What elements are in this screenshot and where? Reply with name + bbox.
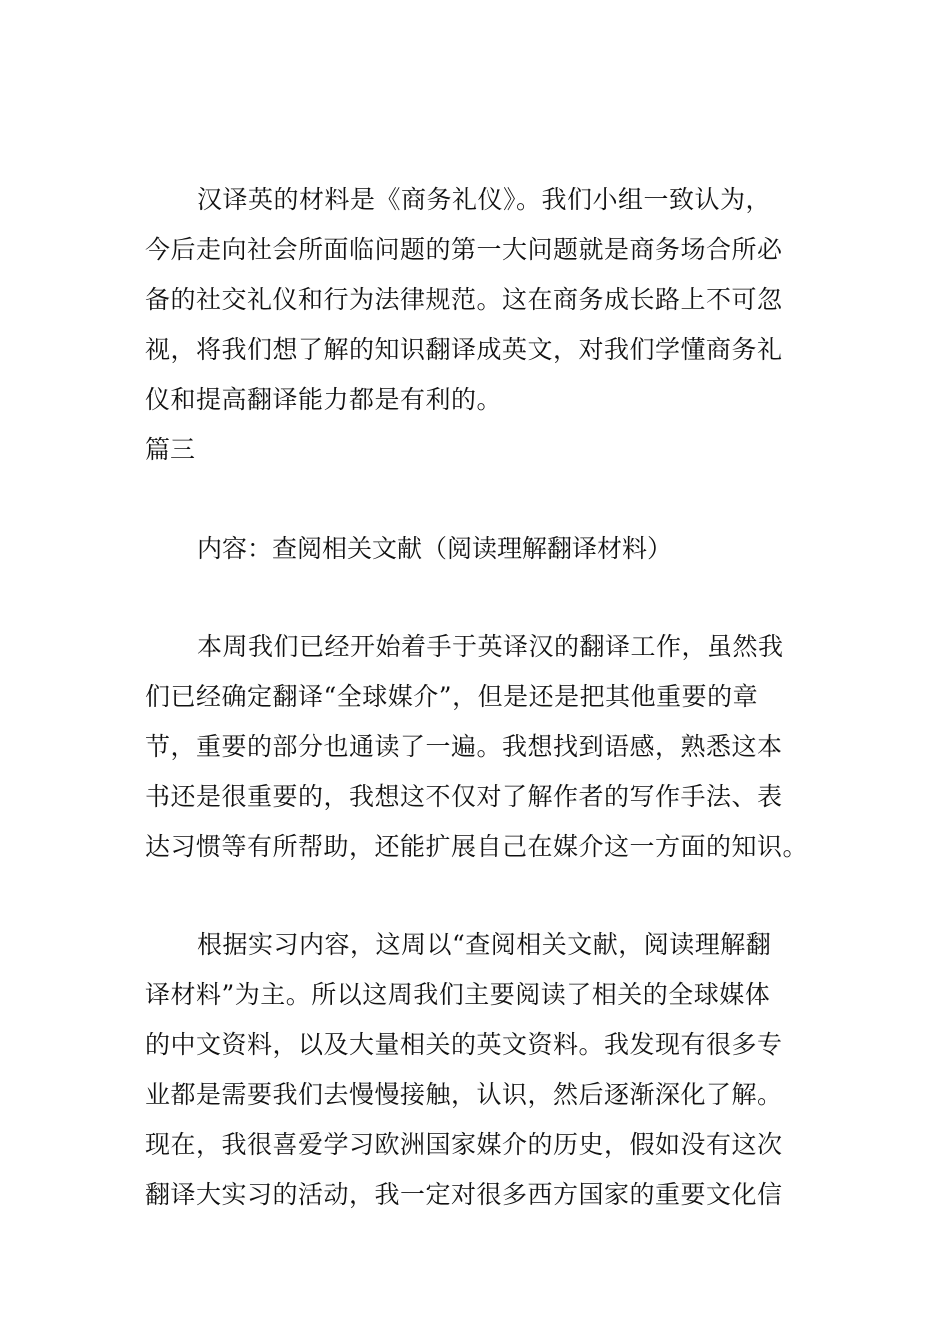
paragraph-line: 书还是很重要的，我想这不仅对了解作者的写作手法、表: [145, 782, 783, 811]
paragraph-line: 节，重要的部分也通读了一遍。我想找到语感，熟悉这本: [145, 732, 783, 761]
paragraph-internship-content: [145, 920, 825, 1220]
paragraph-line: 今后走向社会所面临问题的第一大问题就是商务场合所必: [145, 235, 783, 264]
paragraph-line: 达习惯等有所帮助，还能扩展自己在媒介这一方面的知识。: [145, 832, 809, 861]
paragraph-line: 现在，我很喜爱学习欧洲国家媒介的历史，假如没有这次: [145, 1130, 783, 1159]
paragraph-line: 备的社交礼仪和行为法律规范。这在商务成长路上不可忽: [145, 285, 783, 314]
paragraph-line: 翻译大实习的活动，我一定对很多西方国家的重要文化信: [145, 1180, 783, 1209]
section-heading: 篇三: [145, 435, 196, 464]
paragraph-weekly-work: [145, 622, 825, 872]
paragraph-line: 业都是需要我们去慢慢接触，认识，然后逐渐深化了解。: [145, 1080, 783, 1109]
paragraph-line: 们已经确定翻译“全球媒介”，但是还是把其他重要的章: [145, 682, 759, 711]
paragraph-line: 本周我们已经开始着手于英译汉的翻译工作，虽然我: [197, 632, 784, 661]
paragraph-line: 视，将我们想了解的知识翻译成英文，对我们学懂商务礼: [145, 335, 783, 364]
paragraph-business-etiquette: [145, 175, 825, 425]
paragraph-line: 根据实习内容，这周以“查阅相关文献，阅读理解翻: [197, 930, 772, 959]
paragraph-line: 汉译英的材料是《商务礼仪》。我们小组一致认为，: [197, 185, 772, 214]
content-line: 内容：查阅相关文献（阅读理解翻译材料）: [197, 534, 673, 563]
paragraph-line: 仪和提高翻译能力都是有利的。: [145, 385, 503, 414]
paragraph-line: 的中文资料，以及大量相关的英文资料。我发现有很多专: [145, 1030, 783, 1059]
paragraph-line: 译材料”为主。所以这周我们主要阅读了相关的全球媒体: [145, 980, 771, 1009]
